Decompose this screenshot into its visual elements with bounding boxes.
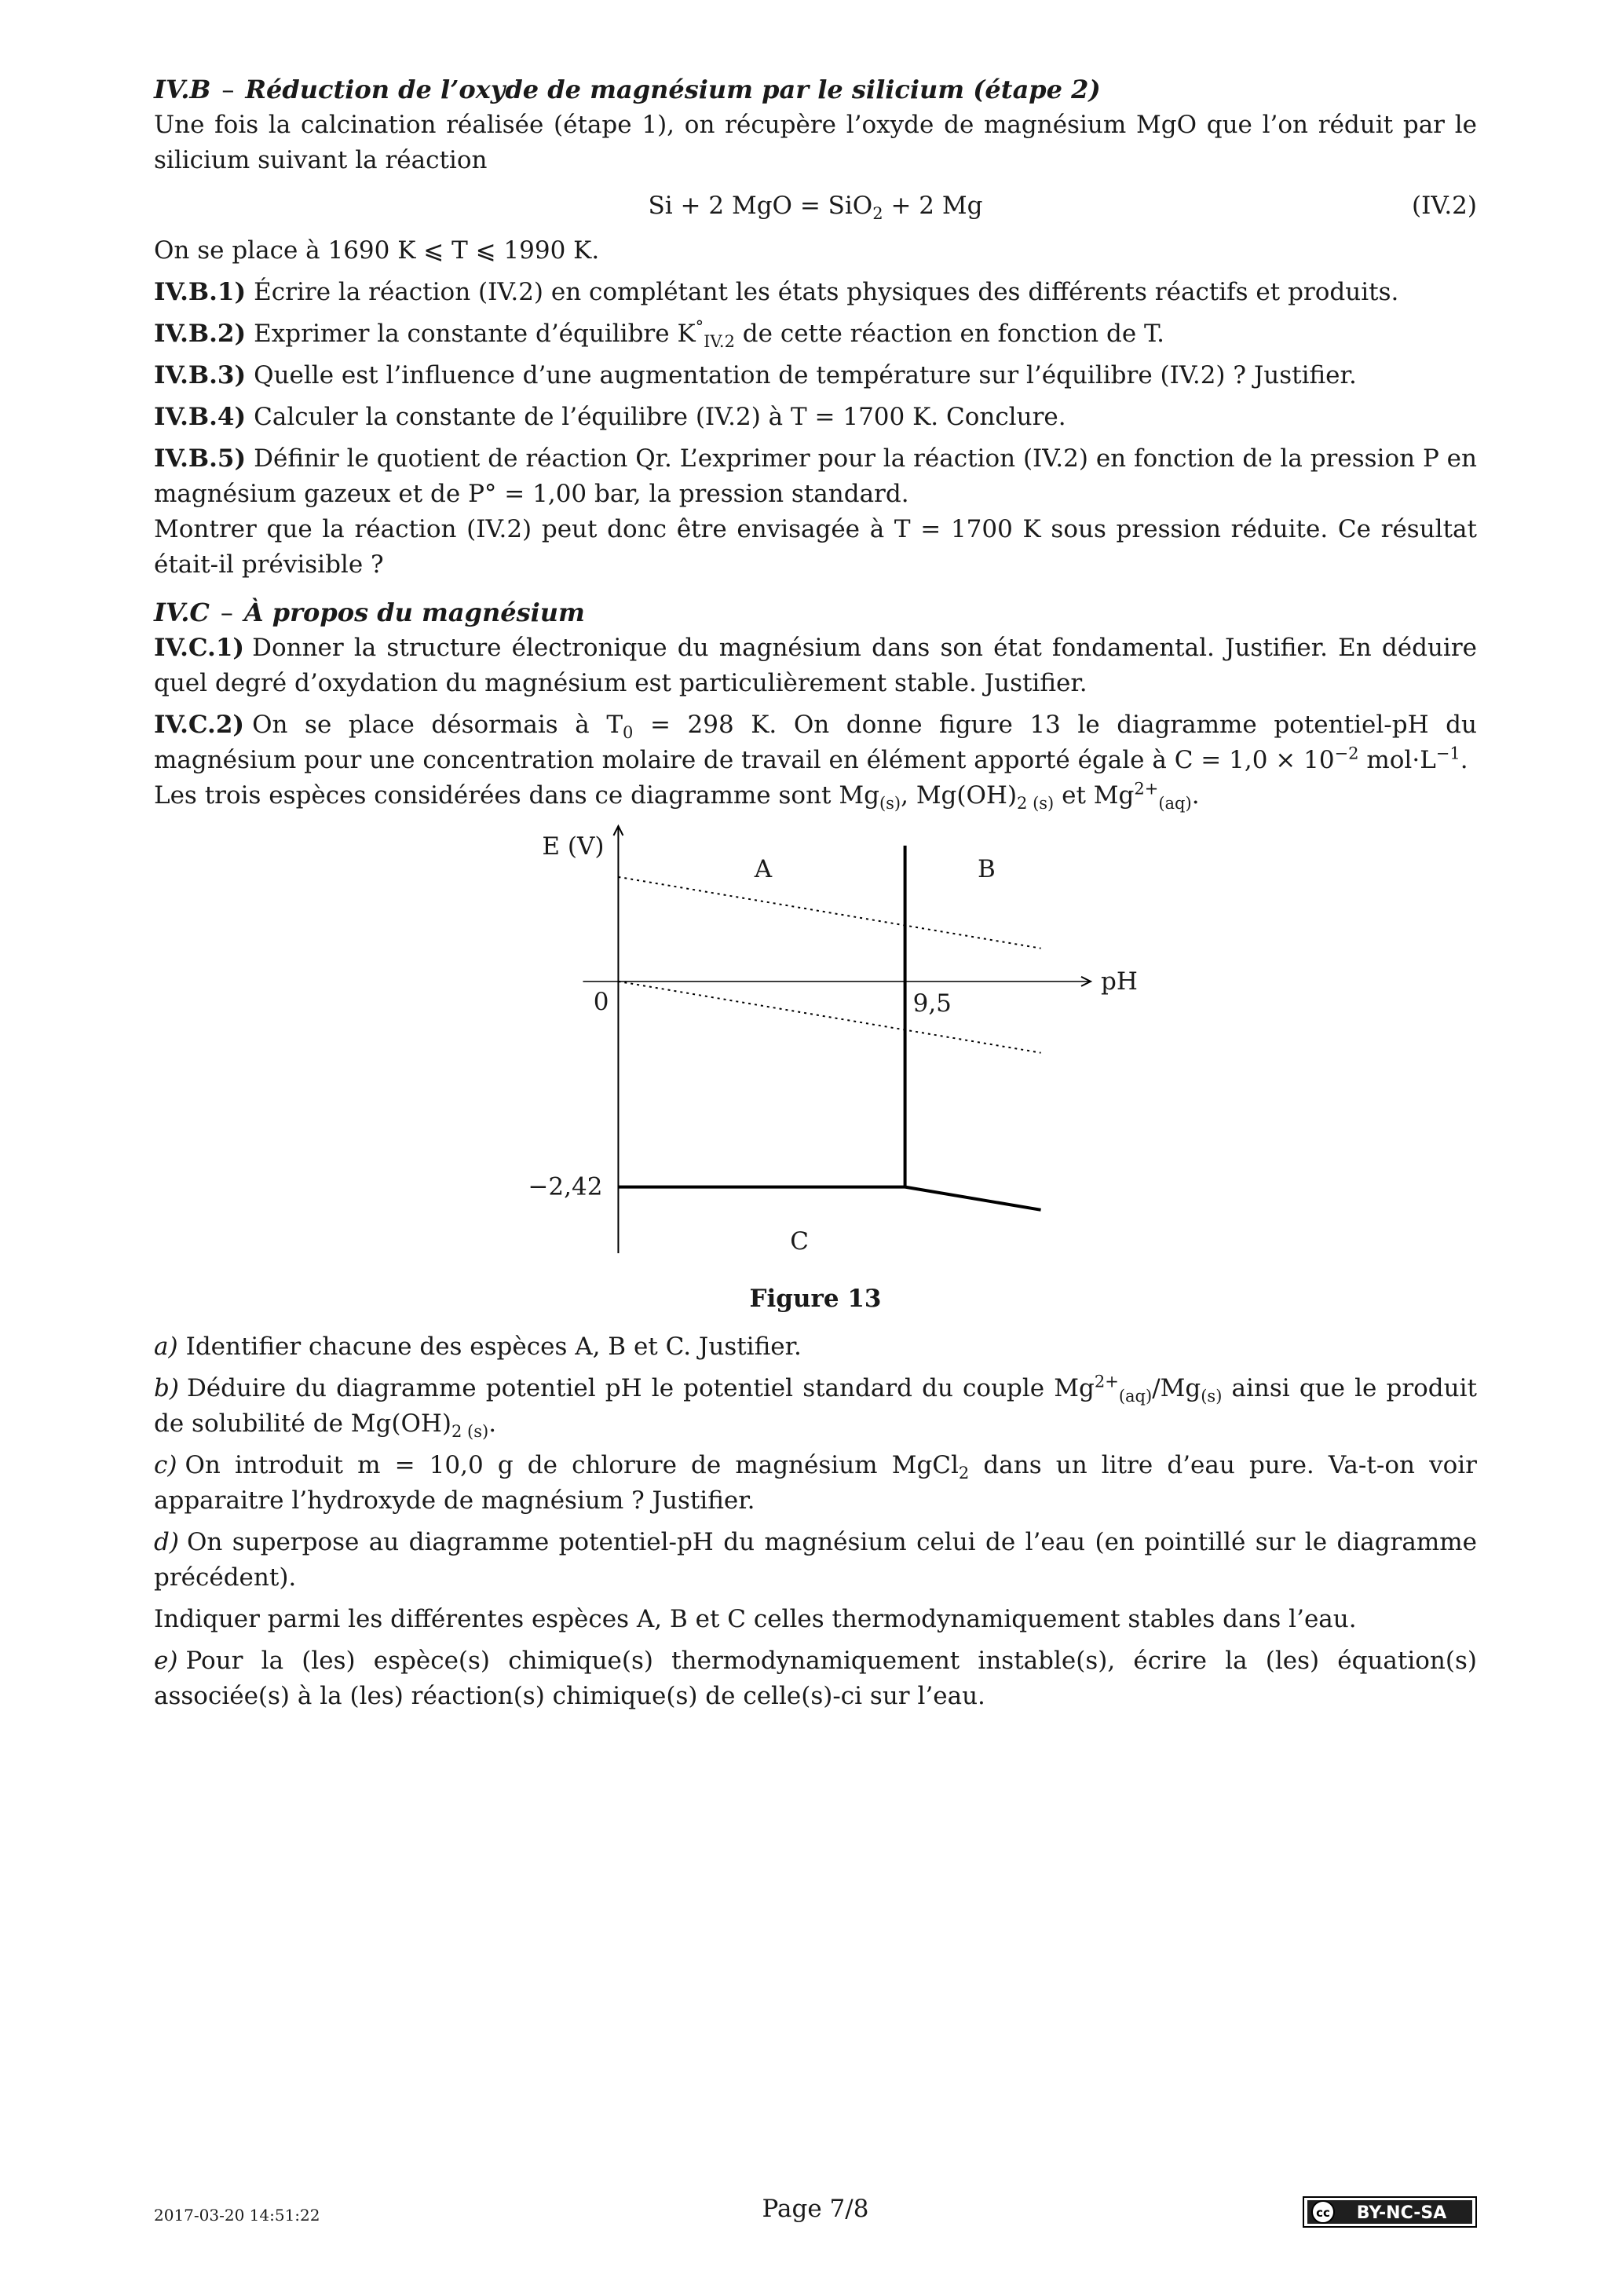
page-footer xyxy=(154,2195,1477,2234)
series-line-2 xyxy=(905,1187,1041,1210)
y-tick-label-0: −2,42 xyxy=(528,1172,603,1201)
question-iv-b-4: IV.B.4) Calculer la constante de l’équilibre (IV.2) à T = 1700 K. Conclure. xyxy=(154,403,1066,431)
y-axis-label: E (V) xyxy=(542,832,605,861)
section-heading-iv-c: IV.C – À propos du magnésium xyxy=(154,598,585,627)
temperature-range: On se place à 1690 K ⩽ T ⩽ 1990 K. xyxy=(154,236,600,265)
intro-paragraph: Une fois la calcination réalisée (étape 1), on récupère l’oxyde de magnésium MgO que l’on réduit par le silicium suivant la réaction xyxy=(154,111,1477,174)
question-iv-b-5: IV.B.5) Définir le quotient de réaction Qr. L’exprimer pour la réaction (IV.2) en fonction de la pression P en magnésium gazeux et de P° = 1,00 bar, la pression standard. xyxy=(154,444,1477,508)
region-label-c: C xyxy=(790,1227,809,1253)
question-d-follow: Indiquer parmi les différentes espèces A, B et C celles thermodynamiquement stables dans l’eau. xyxy=(154,1605,1357,1633)
series-line-4 xyxy=(618,982,1040,1053)
question-iv-c-2: IV.C.2) On se place désormais à $T_0 = 298$ K. On donne figure 13 le diagramme potentiel-pH du magnésium pour une concentration molaire de travail en élément apporté égale à $C = 1,0 \times 10^{-2}$ $mol\cdot L^{-1}$. xyxy=(154,711,1477,774)
question-b: b) Déduire du diagramme potentiel pH le potentiel standard du couple $Mg^{2+}_{(aq)}/Mg_{(s)}$ ainsi que le produit de solubilité de $Mg(OH)_{2 (s)}$. xyxy=(154,1372,1477,1442)
section-heading-iv-b: IV.B – Réduction de l’oxyde de magnésium par le silicium (étape 2) xyxy=(154,75,1101,104)
question-iv-b-2: IV.B.2) Exprimer la constante d’équilibre $K^\circ_{IV.2}$ de cette réaction en fonction de T. xyxy=(154,317,1165,352)
question-e: e) Pour la (les) espèce(s) chimique(s) thermodynamiquement instable(s), écrire la (les) équation(s) associée(s) à la (les) réaction(s) chimique(s) de celle(s)-ci sur l’eau. xyxy=(154,1647,1477,1710)
potential-ph-diagram xyxy=(154,813,1477,1253)
question-c: c) On introduit m = 10,0 g de chlorure de magnésium MgCl$_2$ dans un litre d’eau pure. Va-t-on voir apparaitre l’hydroxyde de magnésium ? Justifier. xyxy=(154,1451,1477,1515)
page-number: Page 7/8 xyxy=(762,2195,869,2223)
footer-timestamp: 2017-03-20 14:51:22 xyxy=(154,2206,320,2225)
species-list: Les trois espèces considérées dans ce diagramme sont $Mg_{(s)}$, $Mg(OH)_{2 (s)}$ et $Mg^{2+}_{(aq)}$. xyxy=(154,779,1200,813)
equation-iv-2: Si + 2 MgO = SiO$_2$ + 2 Mg (IV.2) xyxy=(154,178,1477,233)
region-label-b: B xyxy=(977,855,996,884)
figure-caption: Figure 13 xyxy=(749,1285,882,1313)
question-iv-b-5-follow: Montrer que la réaction (IV.2) peut donc être envisagée à T = 1700 K sous pression réduite. Ce résultat était-il prévisible ? xyxy=(154,515,1477,579)
region-label-a: A xyxy=(754,855,773,884)
x-tick-label-0: 0 xyxy=(593,987,609,1016)
document-body xyxy=(154,72,1477,1714)
license-text: BY-NC-SA xyxy=(1356,2203,1447,2223)
cc-license-badge xyxy=(1303,2196,1477,2228)
question-iv-b-3: IV.B.3) Quelle est l’influence d’une augmentation de température sur l’équilibre (IV.2) ? Justifier. xyxy=(154,361,1357,389)
question-iv-b-1: IV.B.1) Écrire la réaction (IV.2) en complétant les états physiques des différents réactifs et produits. xyxy=(154,278,1399,306)
question-a: a) Identifier chacune des espèces A, B et C. Justifier. xyxy=(154,1333,802,1361)
question-d: d) On superpose au diagramme potentiel-pH du magnésium celui de l’eau (en pointillé sur le diagramme précédent). xyxy=(154,1528,1477,1592)
series-line-3 xyxy=(618,877,1040,949)
figure-13 xyxy=(154,813,1477,1277)
x-tick-label-1: 9,5 xyxy=(912,989,952,1018)
question-iv-c-1: IV.C.1) Donner la structure électronique du magnésium dans son état fondamental. Justifier. En déduire quel degré d’oxydation du magnésium est particulièrement stable. Justifier. xyxy=(154,634,1477,697)
equation-number: (IV.2) xyxy=(1412,192,1477,220)
cc-mark: cc xyxy=(1316,2206,1330,2220)
x-axis-label: pH xyxy=(1101,967,1138,996)
